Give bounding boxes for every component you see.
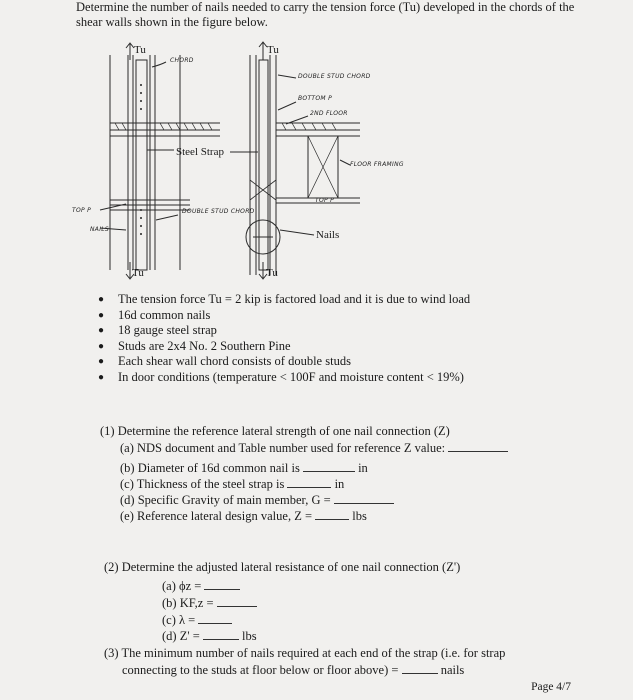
top-plate-label-right: TOP P <box>315 197 335 204</box>
double-stud-chord-label-left: DOUBLE STUD CHORD <box>182 208 255 215</box>
page-number: Page 4/7 <box>531 681 571 693</box>
left-wall-diagram <box>100 43 258 279</box>
q1-a: (a) NDS document and Table number used for reference Z value: <box>120 440 508 457</box>
tu-label-bottom-right: Tu <box>266 267 278 279</box>
chord-label: CHORD <box>170 57 194 64</box>
list-item: ● Each shear wall chord consists of double studs <box>98 354 351 368</box>
tu-label-top-left: Tu <box>134 44 146 56</box>
q2-d-answer-blank[interactable] <box>203 628 239 640</box>
tu-label-top-right: Tu <box>267 44 279 56</box>
top-plate-label-left: TOP P <box>72 207 92 214</box>
q2-c: (c) λ = <box>162 612 232 629</box>
second-floor-label: 2ND FLOOR <box>310 110 348 117</box>
q2-d: (d) Z' = lbs <box>162 629 257 643</box>
q1-title: (1) Determine the reference lateral strength of one nail connection (Z) <box>100 424 450 438</box>
q3-line2: connecting to the studs at floor below or floor above) = nails <box>122 663 465 677</box>
bullet-icon: ● <box>98 294 105 305</box>
bullet-icon: ● <box>98 340 105 352</box>
q1-b: (b) Diameter of 16d common nail is in <box>120 461 368 475</box>
q2-title: (2) Determine the adjusted lateral resistance of one nail connection (Z') <box>104 560 461 574</box>
q2-a-answer-blank[interactable] <box>204 578 240 590</box>
bullet-icon: ● <box>98 356 105 367</box>
q1-b-answer-blank[interactable] <box>303 460 355 472</box>
q1-e: (e) Reference lateral design value, Z = lbs <box>120 509 367 523</box>
double-stud-chord-label-right: DOUBLE STUD CHORD <box>298 73 371 80</box>
list-item: ● 16d common nails <box>98 307 211 322</box>
bottom-plate-label: BOTTOM P <box>298 95 332 102</box>
q2-c-answer-blank[interactable] <box>198 612 232 624</box>
list-item: ● The tension force Tu = 2 kip is factored load and it is due to wind load <box>98 292 471 306</box>
q1-a-answer-blank[interactable] <box>448 440 508 452</box>
bullet-icon: ● <box>98 309 105 321</box>
q2-b: (b) KF,z = <box>162 595 257 612</box>
given-conditions-list <box>98 292 618 385</box>
steel-strap-label: Steel Strap <box>176 146 224 158</box>
q2-b-answer-blank[interactable] <box>217 595 257 607</box>
q2-a: (a) ϕz = <box>162 578 240 595</box>
list-item: ● Studs are 2x4 No. 2 Southern Pine <box>98 338 291 353</box>
tu-label-bottom-left: Tu <box>132 267 144 279</box>
list-item: ● In door conditions (temperature < 100F and moisture content < 19%) <box>98 369 464 384</box>
q1-d: (d) Specific Gravity of main member, G = <box>120 492 394 509</box>
q3-answer-blank[interactable] <box>402 662 438 674</box>
shear-wall-figure <box>70 40 490 285</box>
floor-framing-label: FLOOR FRAMING <box>350 161 404 168</box>
list-item: ● 18 gauge steel strap <box>98 323 217 337</box>
q1-d-answer-blank[interactable] <box>334 492 394 504</box>
q1-c-answer-blank[interactable] <box>287 476 331 488</box>
nails-label-right: Nails <box>316 229 340 241</box>
q1-e-answer-blank[interactable] <box>315 508 349 520</box>
q1-c: (c) Thickness of the steel strap is in <box>120 477 345 491</box>
nails-label-left: NAILS <box>90 226 110 233</box>
bullet-icon: ● <box>98 325 105 336</box>
q3-line1: (3) The minimum number of nails required at each end of the strap (i.e. for strap <box>104 646 506 660</box>
bullet-icon: ● <box>98 371 105 383</box>
intro-text: Determine the number of nails needed to carry the tension force (Tu) developed in the chords of the shear walls shown in the figure below. <box>76 0 575 29</box>
